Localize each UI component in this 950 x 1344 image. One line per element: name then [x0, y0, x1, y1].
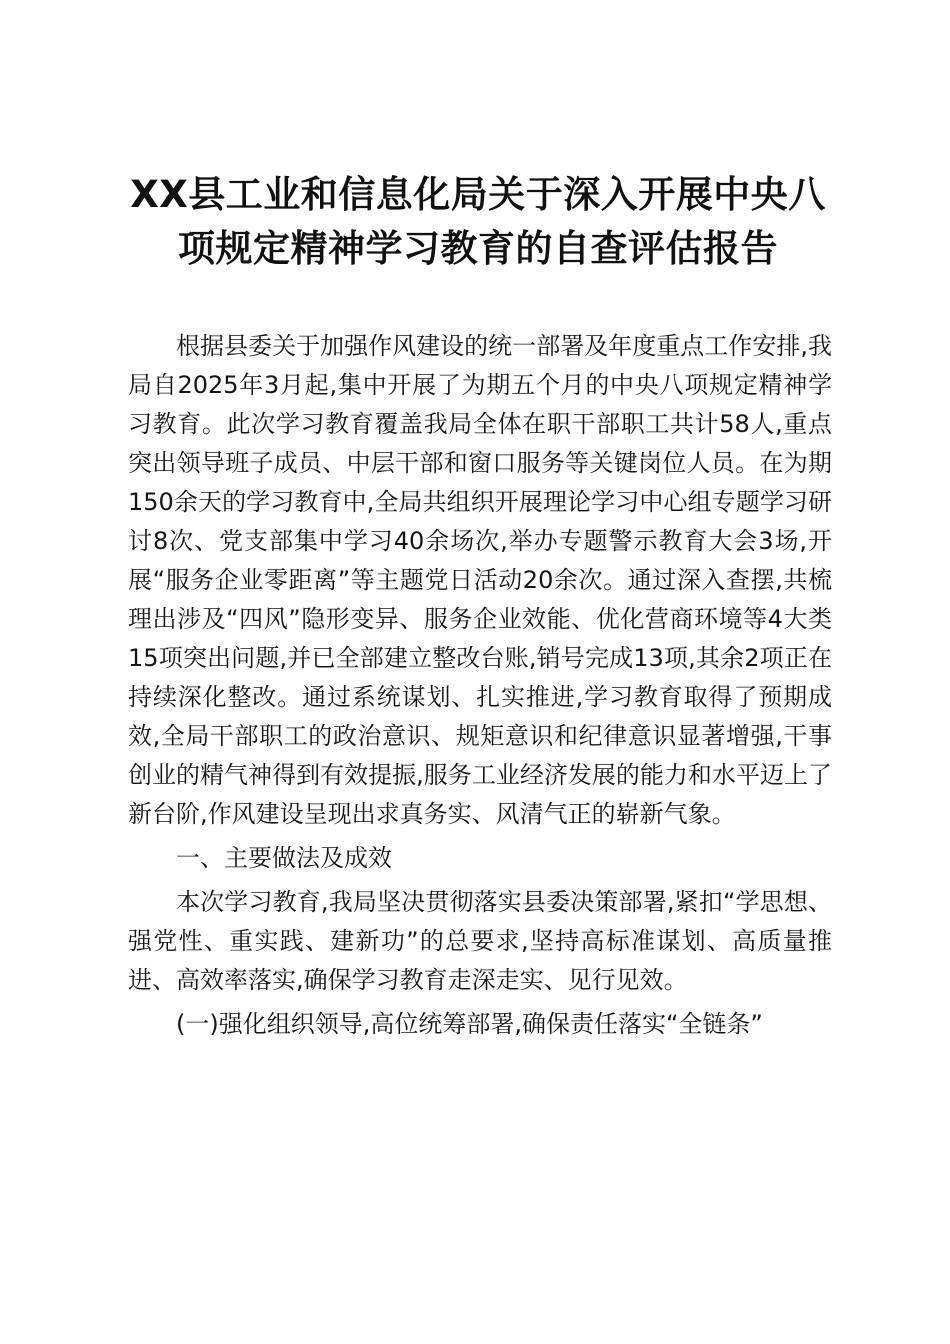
- section-heading: 一、主要做法及成效: [176, 844, 392, 872]
- document-title: XX县工业和信息化局关于深入开展中央八项规定精神学习教育的自查评估报告: [130, 173, 826, 270]
- subsection-heading: (一)强化组织领导,高位统筹部署,确保责任落实“全链条”: [176, 1010, 763, 1038]
- section-paragraph: 本次学习教育,我局坚决贯彻落实县委决策部署,紧扣“学思想、强党性、重实践、建新功”的总要求,坚持高标准谋划、高质量推进、高效率落实,确保学习教育走深走实、见行见效。: [128, 888, 832, 994]
- intro-paragraph: 根据县委关于加强作风建设的统一部署及年度重点工作安排,我局自2025年3月起,集中开展了为期五个月的中央八项规定精神学习教育。此次学习教育覆盖我局全体在职干部职工共计58人,重点突出领导班子成员、中层干部和窗口服务等关键岗位人员。在为期150余天的学习教育中,全局共组织开展理论学习中心组专题学习研讨8次、党支部集中学习40余场次,举办专题警示教育大会3场,开展“服务企业零距离”等主题党日活动20余次。通过深入查摆,共梳理出涉及“四风”隐形变异、服务企业效能、优化营商环境等4大类15项突出问题,并已全部建立整改台账,销号完成13项,其余2项正在持续深化整改。通过系统谋划、扎实推进,学习教育取得了预期成效,全局干部职工的政治意识、规矩意识和纪律意识显著增强,干事创业的精气神得到有效提振,服务工业经济发展的能力和水平迈上了新台阶,作风建设呈现出求真务实、风清气正的崭新气象。: [128, 332, 832, 828]
- document-body: [128, 327, 832, 1044]
